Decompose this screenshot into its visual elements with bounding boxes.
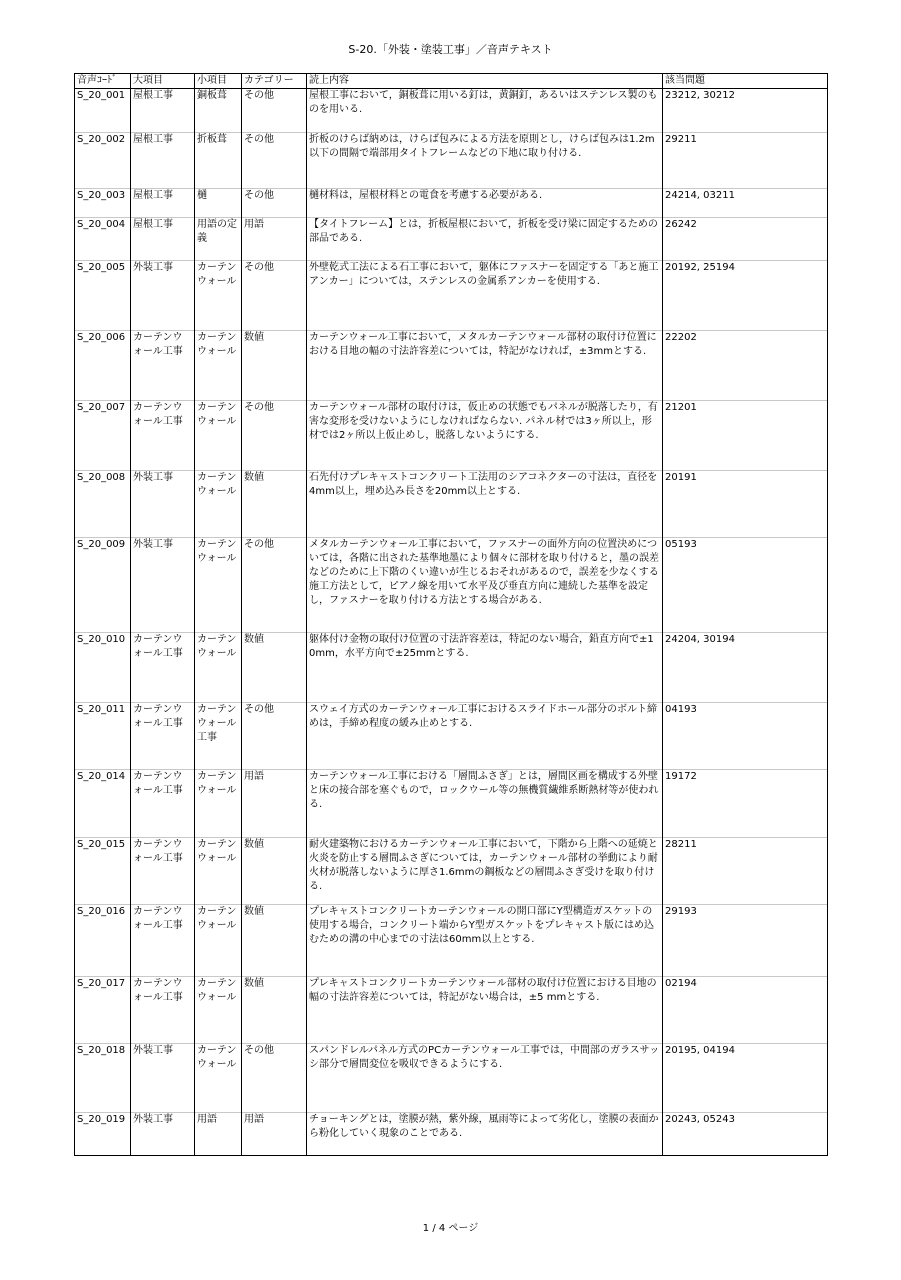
cell-questions: 24204, 30194	[663, 633, 828, 703]
cell-major: 屋根工事	[131, 218, 195, 261]
cell-category: 数値	[242, 977, 307, 1044]
cell-minor: カーテンウォール	[195, 633, 242, 703]
cell-minor: カーテンウォール	[195, 331, 242, 401]
cell-major: 外装工事	[131, 538, 195, 633]
cell-text: スパンドレルパネル方式のPCカーテンウォール工事では，中間部のガラスサッシ部分で層間変位を吸収できるようにする.	[307, 1044, 663, 1113]
cell-questions: 26242	[663, 218, 828, 261]
cell-text: メタルカーテンウォール工事において，ファスナーの面外方向の位置決めについては，各階に出された基準地墨により個々に部材を取り付けると，墨の誤差などのために上下階のくい違いが生じるおそれがあるので，誤差を少なくする施工方法として，ピアノ線を用いて水平及び垂直方向に連続した基準を設定し，ファスナーを取り付ける方法とする場合がある.	[307, 538, 663, 633]
cell-questions: 28211	[663, 838, 828, 905]
cell-text: プレキャストコンクリートカーテンウォールの開口部にY型構造ガスケットの使用する場合，コンクリート端からY型ガスケットをプレキャスト版にはめ込むための溝の中心までの寸法は60mm以上とする.	[307, 905, 663, 977]
table-row	[75, 838, 828, 905]
cell-code: S_20_005	[75, 261, 131, 331]
cell-code: S_20_010	[75, 633, 131, 703]
cell-questions: 21201	[663, 401, 828, 471]
cell-questions: 04193	[663, 703, 828, 770]
header-major: 大項目	[131, 74, 195, 89]
cell-minor: カーテンウォール	[195, 1044, 242, 1113]
header-text: 読上内容	[307, 74, 663, 89]
cell-code: S_20_016	[75, 905, 131, 977]
cell-text: カーテンウォール工事における「層間ふさぎ」とは，層間区画を構成する外壁と床の接合部を塞ぐもので，ロックウール等の無機質繊維系断熱材等が使われる.	[307, 770, 663, 838]
cell-text: 屋根工事において，銅板葺に用いる釘は，黄銅釘，あるいはステンレス製のものを用いる.	[307, 89, 663, 133]
table-row	[75, 331, 828, 401]
document-title: S-20.「外装・塗装工事」／音声テキスト	[348, 43, 553, 56]
cell-minor: カーテンウォール	[195, 905, 242, 977]
cell-questions: 20191	[663, 471, 828, 538]
cell-code: S_20_014	[75, 770, 131, 838]
cell-code: S_20_006	[75, 331, 131, 401]
cell-text: 躯体付け金物の取付け位置の寸法許容差は，特記のない場合，鉛直方向で±10mm，水平方向で±25mmとする.	[307, 633, 663, 703]
cell-major: カーテンウォール工事	[131, 633, 195, 703]
cell-text: 外壁乾式工法による石工事において，躯体にファスナーを固定する「あと施工アンカー」については，ステンレスの金属系アンカーを使用する.	[307, 261, 663, 331]
cell-code: S_20_008	[75, 471, 131, 538]
cell-minor: カーテンウォール	[195, 770, 242, 838]
cell-text: 石先付けプレキャストコンクリート工法用のシアコネクターの寸法は，直径を4mm以上，埋め込み長さを20mm以上とする.	[307, 471, 663, 538]
cell-code: S_20_017	[75, 977, 131, 1044]
table-row	[75, 261, 828, 331]
cell-major: カーテンウォール工事	[131, 703, 195, 770]
cell-minor: カーテンウォール工事	[195, 703, 242, 770]
cell-major: カーテンウォール工事	[131, 977, 195, 1044]
cell-text: カーテンウォール工事において，メタルカーテンウォール部材の取付け位置における目地の幅の寸法許容差については，特記がなければ，±3mmとする.	[307, 331, 663, 401]
cell-code: S_20_011	[75, 703, 131, 770]
cell-category: 数値	[242, 331, 307, 401]
cell-code: S_20_009	[75, 538, 131, 633]
cell-category: 数値	[242, 905, 307, 977]
cell-code: S_20_007	[75, 401, 131, 471]
cell-category: その他	[242, 1044, 307, 1113]
table-row	[75, 770, 828, 838]
cell-major: カーテンウォール工事	[131, 401, 195, 471]
cell-major: 外装工事	[131, 261, 195, 331]
cell-category: その他	[242, 89, 307, 133]
cell-minor: 折板葺	[195, 133, 242, 189]
cell-text: 【タイトフレーム】とは，折板屋根において，折板を受け梁に固定するための部品である.	[307, 218, 663, 261]
cell-minor: 銅板葺	[195, 89, 242, 133]
table-row	[75, 89, 828, 133]
cell-minor: カーテンウォール	[195, 261, 242, 331]
table-row	[75, 401, 828, 471]
cell-category: 用語	[242, 218, 307, 261]
cell-minor: 用語	[195, 1113, 242, 1156]
cell-minor: カーテンウォール	[195, 538, 242, 633]
cell-code: S_20_018	[75, 1044, 131, 1113]
cell-major: カーテンウォール工事	[131, 838, 195, 905]
cell-questions: 20195, 04194	[663, 1044, 828, 1113]
cell-questions: 29211	[663, 133, 828, 189]
cell-text: 耐火建築物におけるカーテンウォール工事において，下階から上階への延焼と火炎を防止する層間ふさぎについては，カーテンウォール部材の挙動により耐火材が脱落しないように厚さ1.6mmの鋼板などの層間ふさぎ受けを取り付ける.	[307, 838, 663, 905]
cell-minor: カーテンウォール	[195, 838, 242, 905]
table-row	[75, 218, 828, 261]
table-row	[75, 703, 828, 770]
cell-category: 数値	[242, 471, 307, 538]
cell-category: 用語	[242, 1113, 307, 1156]
cell-text: カーテンウォール部材の取付けは，仮止めの状態でもパネルが脱落したり，有害な変形を受けないようにしなければならない. パネル材では3ヶ所以上，形材では2ヶ所以上仮止めし，脱落しないようにする.	[307, 401, 663, 471]
cell-category: その他	[242, 189, 307, 218]
cell-category: その他	[242, 261, 307, 331]
cell-category: その他	[242, 133, 307, 189]
cell-questions: 19172	[663, 770, 828, 838]
cell-code: S_20_019	[75, 1113, 131, 1156]
cell-text: 樋材料は，屋根材料との電食を考慮する必要がある.	[307, 189, 663, 218]
cell-questions: 23212, 30212	[663, 89, 828, 133]
cell-minor: 用語の定義	[195, 218, 242, 261]
cell-text: スウェイ方式のカーテンウォール工事におけるスライドホール部分のボルト締めは，手締め程度の緩み止めとする.	[307, 703, 663, 770]
table-row	[75, 633, 828, 703]
cell-questions: 20243, 05243	[663, 1113, 828, 1156]
cell-questions: 20192, 25194	[663, 261, 828, 331]
cell-questions: 02194	[663, 977, 828, 1044]
voice-text-table	[74, 73, 828, 1156]
cell-category: その他	[242, 538, 307, 633]
cell-text: 折板のけらば納めは，けらば包みによる方法を原則とし，けらば包みは1.2m以下の間隔で端部用タイトフレームなどの下地に取り付ける.	[307, 133, 663, 189]
cell-major: カーテンウォール工事	[131, 905, 195, 977]
cell-major: 外装工事	[131, 471, 195, 538]
cell-code: S_20_015	[75, 838, 131, 905]
header-code: 音声ｺｰﾄﾞ	[75, 74, 131, 89]
header-category: カテゴリー	[242, 74, 307, 89]
cell-major: 屋根工事	[131, 133, 195, 189]
table-row	[75, 189, 828, 218]
cell-category: 用語	[242, 770, 307, 838]
cell-major: カーテンウォール工事	[131, 770, 195, 838]
table-row	[75, 1044, 828, 1113]
cell-category: その他	[242, 703, 307, 770]
cell-major: 屋根工事	[131, 189, 195, 218]
cell-code: S_20_003	[75, 189, 131, 218]
header-minor: 小項目	[195, 74, 242, 89]
table-header-row	[75, 74, 828, 89]
cell-major: カーテンウォール工事	[131, 331, 195, 401]
cell-minor: カーテンウォール	[195, 401, 242, 471]
cell-code: S_20_001	[75, 89, 131, 133]
table-row	[75, 133, 828, 189]
cell-category: 数値	[242, 633, 307, 703]
cell-code: S_20_002	[75, 133, 131, 189]
cell-code: S_20_004	[75, 218, 131, 261]
table-row	[75, 905, 828, 977]
cell-minor: 樋	[195, 189, 242, 218]
table-row	[75, 471, 828, 538]
cell-text: チョーキングとは，塗膜が熱，紫外線，風雨等によって劣化し，塗膜の表面から粉化していく現象のことである.	[307, 1113, 663, 1156]
cell-major: 外装工事	[131, 1113, 195, 1156]
cell-questions: 22202	[663, 331, 828, 401]
table-row	[75, 977, 828, 1044]
table-row	[75, 1113, 828, 1156]
cell-questions: 24214, 03211	[663, 189, 828, 218]
header-questions: 該当問題	[663, 74, 828, 89]
cell-text: プレキャストコンクリートカーテンウォール部材の取付け位置における目地の幅の寸法許容差については，特記がない場合は，±5 mmとする.	[307, 977, 663, 1044]
table-row	[75, 538, 828, 633]
cell-major: 外装工事	[131, 1044, 195, 1113]
cell-minor: カーテンウォール	[195, 471, 242, 538]
cell-category: 数値	[242, 838, 307, 905]
cell-category: その他	[242, 401, 307, 471]
cell-questions: 29193	[663, 905, 828, 977]
page-number: 1 / 4 ページ	[422, 1223, 479, 1234]
cell-major: 屋根工事	[131, 89, 195, 133]
cell-minor: カーテンウォール	[195, 977, 242, 1044]
cell-questions: 05193	[663, 538, 828, 633]
